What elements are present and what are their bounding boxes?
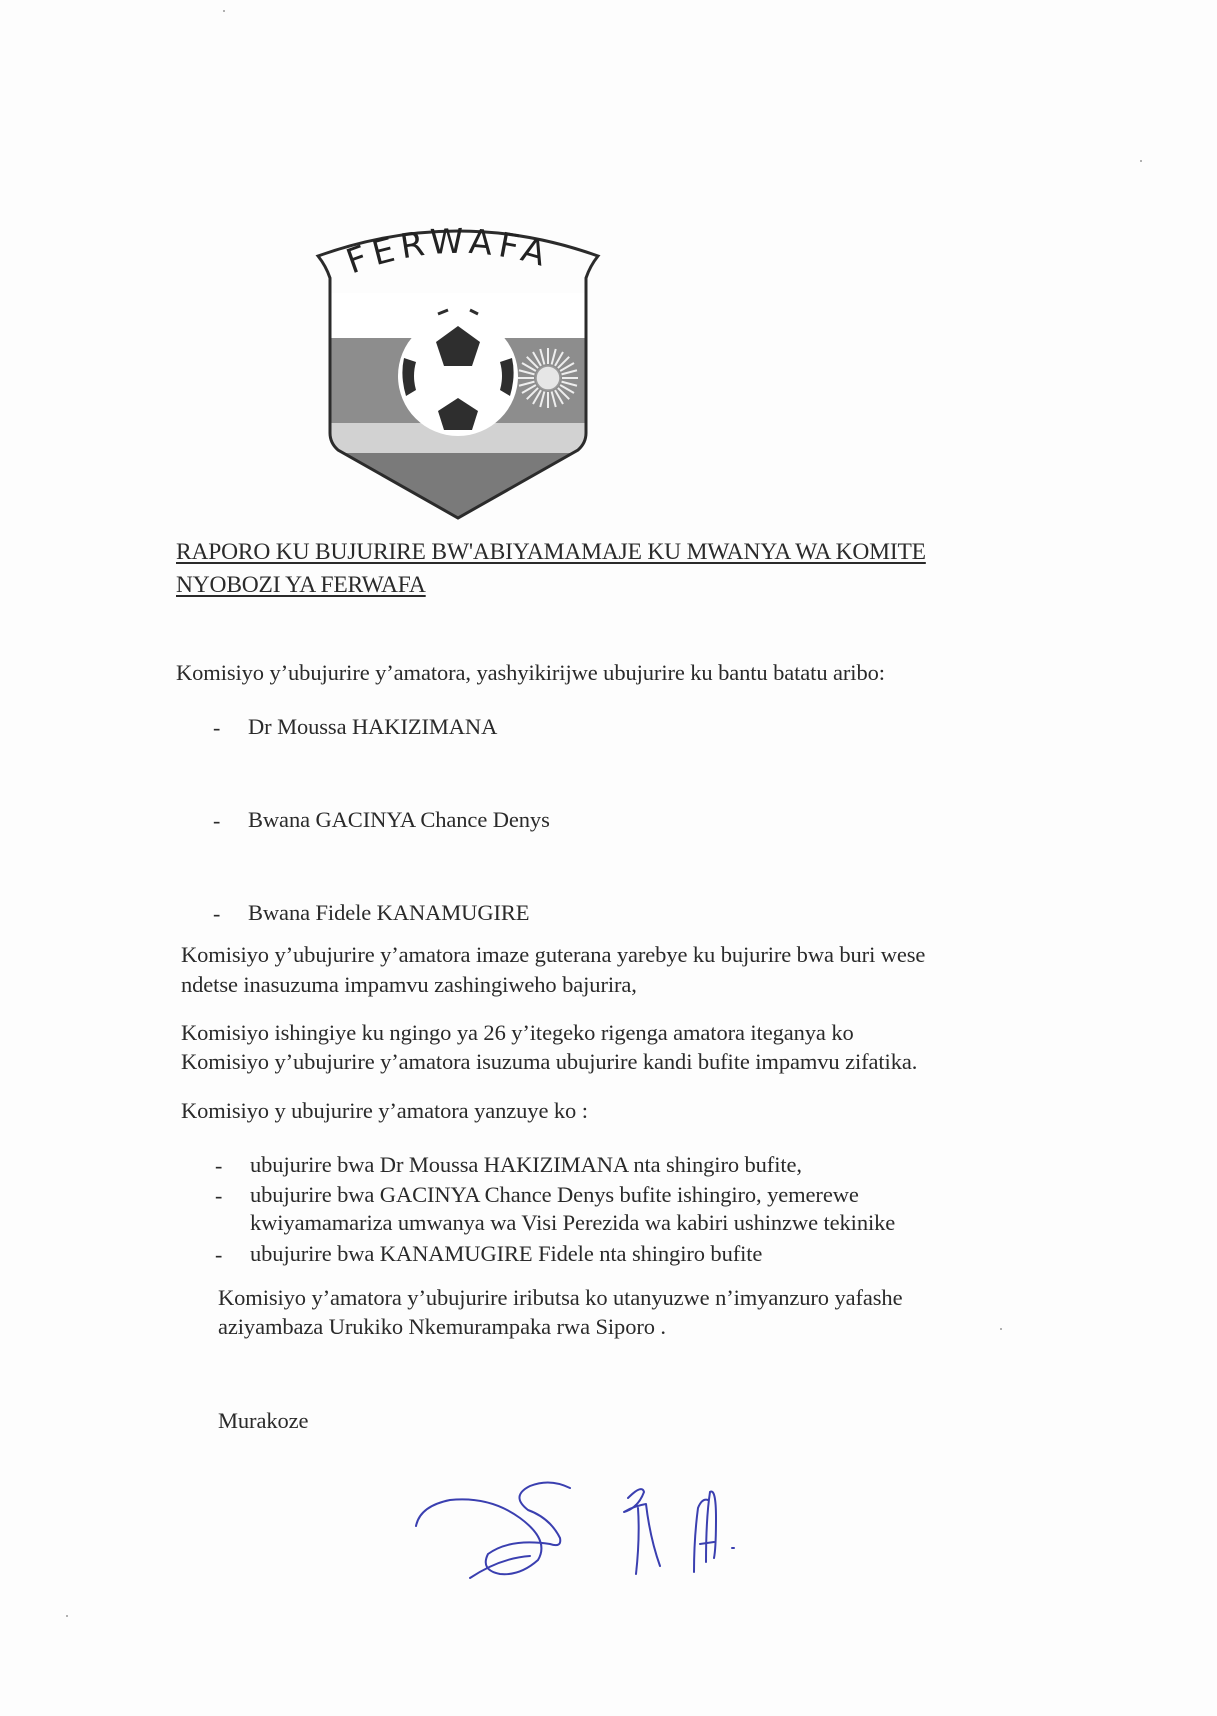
list-dash: - (213, 808, 221, 833)
list-dash: - (215, 1153, 223, 1178)
paragraph-line: Komisiyo y’amatora y’ubujurire iributsa ko utanyuzwe n’imyanzuro yafashe (218, 1285, 903, 1310)
decision-item: ubujurire bwa Dr Moussa HAKIZIMANA nta shingiro bufite, (250, 1152, 802, 1177)
paragraph-line: Komisiyo ishingiye ku ngingo ya 26 y’itegeko rigenga amatora iteganya ko (181, 1020, 854, 1045)
appellant-item: Bwana GACINYA Chance Denys (248, 807, 550, 832)
paragraph-line: Komisiyo y’ubujurire y’amatora imaze guterana yarebye ku bujurire bwa buri wese (181, 942, 926, 967)
shield-bottom-band (308, 453, 608, 523)
appellant-item: Dr Moussa HAKIZIMANA (248, 714, 498, 739)
title-line-2: NYOBOZI YA FERWAFA (176, 572, 426, 598)
scan-speck (66, 1615, 68, 1617)
sun-icon (518, 348, 578, 408)
list-dash: - (213, 901, 221, 926)
scan-speck (1000, 1328, 1002, 1330)
paragraph-line: Komisiyo y’ubujurire y’amatora isuzuma ubujurire kandi bufite impamvu zifatika. (181, 1049, 918, 1074)
decision-item: ubujurire bwa GACINYA Chance Denys bufite ishingiro, yemerewe (250, 1182, 859, 1207)
scan-speck (1140, 160, 1142, 162)
paragraph-line: aziyambaza Urukiko Nkemurampaka rwa Siporo . (218, 1314, 666, 1339)
logo-text: FERWAFA (341, 221, 556, 283)
paragraph-line: ndetse inasuzuma impamvu zashingiweho bajurira, (181, 972, 637, 997)
title-line-1: RAPORO KU BUJURIRE BW'ABIYAMAMAJE KU MWANYA WA KOMITE (176, 539, 926, 565)
list-dash: - (215, 1242, 223, 1267)
decision-intro: Komisiyo y ubujurire y’amatora yanzuye ko : (181, 1098, 588, 1123)
list-dash: - (213, 715, 221, 740)
handwritten-signature (410, 1478, 740, 1588)
list-dash: - (215, 1183, 223, 1208)
document-title (176, 536, 926, 602)
scan-speck (223, 10, 225, 12)
intro-paragraph: Komisiyo y’ubujurire y’amatora, yashyikirijwe ubujurire ku bantu batatu aribo: (176, 660, 885, 685)
appellant-item: Bwana Fidele KANAMUGIRE (248, 900, 530, 925)
closing-text: Murakoze (218, 1408, 309, 1433)
decision-item: ubujurire bwa KANAMUGIRE Fidele nta shingiro bufite (250, 1241, 763, 1266)
decision-item-continued: kwiyamamariza umwanya wa Visi Perezida wa kabiri ushinzwe tekinike (250, 1210, 896, 1235)
ferwafa-logo (308, 218, 608, 523)
